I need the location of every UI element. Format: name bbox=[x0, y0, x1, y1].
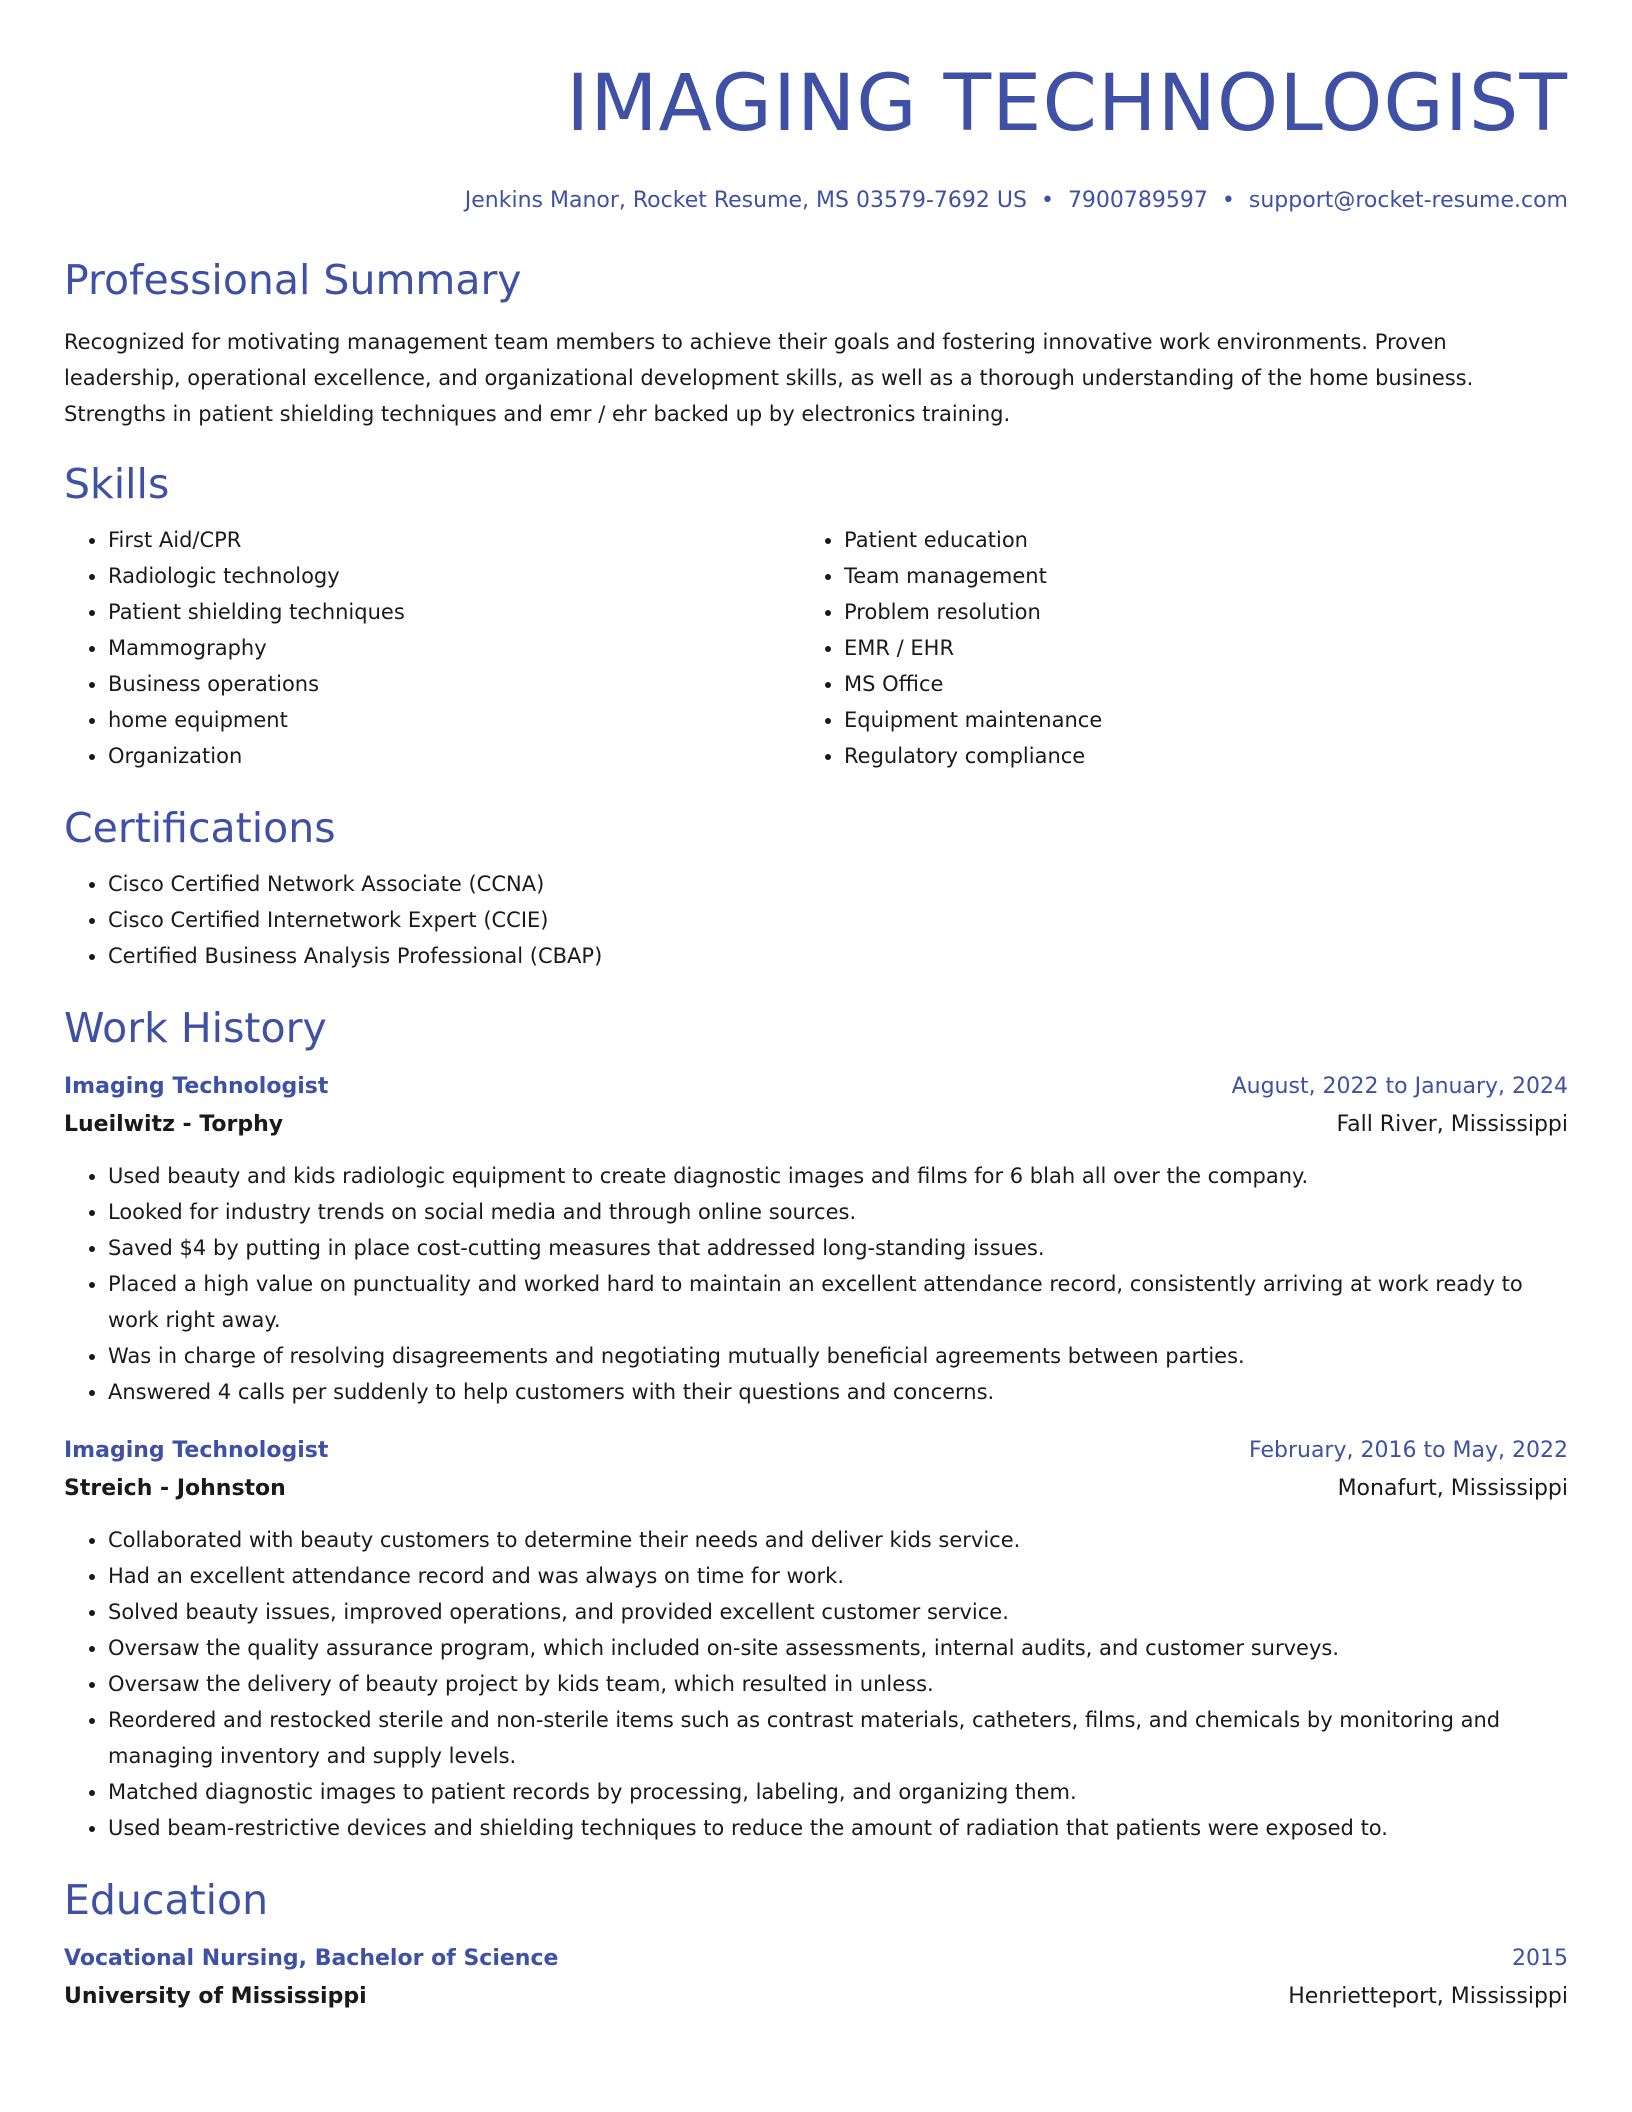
contact-separator: • bbox=[1221, 188, 1235, 213]
job-duty: • Had an excellent attendance record and was always on time for work. bbox=[108, 1558, 1568, 1594]
certifications-heading: Certifications bbox=[64, 804, 336, 852]
work-history-heading: Work History bbox=[64, 1004, 327, 1052]
job-duty: • Looked for industry trends on social media and through online sources. bbox=[108, 1194, 1568, 1230]
job-duty: • Oversaw the quality assurance program, which included on-site assessments, internal audits, and customer surveys. bbox=[108, 1630, 1568, 1666]
skill-item: • home equipment bbox=[108, 702, 800, 738]
job-duty: • Used beauty and kids radiologic equipment to create diagnostic images and films for 6 blah all over the company. bbox=[108, 1158, 1568, 1194]
contact-address: Jenkins Manor, Rocket Resume, MS 03579-7692 US bbox=[464, 188, 1027, 213]
education-subheader bbox=[64, 1978, 1568, 2016]
skill-item: • Equipment maintenance bbox=[844, 702, 1536, 738]
skill-item: • Patient education bbox=[844, 522, 1536, 558]
job-duty: • Saved $4 by putting in place cost-cutting measures that addressed long-standing issues. bbox=[108, 1230, 1568, 1266]
skill-item: • Business operations bbox=[108, 666, 800, 702]
job-entry bbox=[64, 1432, 1568, 1846]
candidate-name: IMAGING TECHNOLOGIST bbox=[566, 59, 1568, 149]
job-dates: August, 2022 to January, 2024 bbox=[1231, 1074, 1568, 1099]
skills-heading: Skills bbox=[64, 460, 170, 508]
skill-item: • Mammography bbox=[108, 630, 800, 666]
job-company: Lueilwitz - Torphy bbox=[64, 1112, 284, 1137]
job-duty: • Oversaw the delivery of beauty project by kids team, which resulted in unless. bbox=[108, 1666, 1568, 1702]
job-company: Streich - Johnston bbox=[64, 1476, 286, 1501]
job-duties-list bbox=[64, 1158, 1568, 1410]
education-location: Henrietteport, Mississippi bbox=[1288, 1984, 1568, 2009]
education-entry bbox=[64, 1940, 1568, 2016]
skill-item: • First Aid/CPR bbox=[108, 522, 800, 558]
contact-phone: 7900789597 bbox=[1067, 188, 1208, 213]
job-title: Imaging Technologist bbox=[64, 1074, 329, 1099]
job-title: Imaging Technologist bbox=[64, 1438, 329, 1463]
certification-item: • Cisco Certified Internetwork Expert (CCIE) bbox=[108, 902, 1568, 938]
job-duty: • Placed a high value on punctuality and worked hard to maintain an excellent attendance record, consistently arriving at work ready to work right away. bbox=[108, 1266, 1568, 1338]
certifications-list bbox=[64, 866, 1568, 974]
job-dates: February, 2016 to May, 2022 bbox=[1249, 1438, 1568, 1463]
skill-item: • Team management bbox=[844, 558, 1536, 594]
skill-item: • Organization bbox=[108, 738, 800, 774]
education-degree: Vocational Nursing, Bachelor of Science bbox=[64, 1946, 559, 1971]
job-header bbox=[64, 1068, 1568, 1106]
contact-email: support@rocket-resume.com bbox=[1248, 188, 1568, 213]
certification-item: • Certified Business Analysis Professional (CBAP) bbox=[108, 938, 1568, 974]
skills-column-left bbox=[64, 522, 800, 774]
job-location: Monafurt, Mississippi bbox=[1337, 1476, 1568, 1501]
job-entry bbox=[64, 1068, 1568, 1410]
job-location: Fall River, Mississippi bbox=[1336, 1112, 1568, 1137]
job-subheader bbox=[64, 1470, 1568, 1508]
contact-separator: • bbox=[1040, 188, 1054, 213]
skill-item: • Radiologic technology bbox=[108, 558, 800, 594]
job-duties-list bbox=[64, 1522, 1568, 1846]
job-header bbox=[64, 1432, 1568, 1470]
skill-item: • EMR / EHR bbox=[844, 630, 1536, 666]
job-duty: • Was in charge of resolving disagreements and negotiating mutually beneficial agreements between parties. bbox=[108, 1338, 1568, 1374]
education-heading: Education bbox=[64, 1876, 269, 1924]
skills-column-right bbox=[800, 522, 1536, 774]
skill-item: • Problem resolution bbox=[844, 594, 1536, 630]
summary-heading: Professional Summary bbox=[64, 256, 522, 304]
job-duty: • Solved beauty issues, improved operations, and provided excellent customer service. bbox=[108, 1594, 1568, 1630]
job-subheader bbox=[64, 1106, 1568, 1144]
education-year: 2015 bbox=[1512, 1946, 1568, 1971]
job-duty: • Collaborated with beauty customers to determine their needs and deliver kids service. bbox=[108, 1522, 1568, 1558]
job-duty: • Answered 4 calls per suddenly to help customers with their questions and concerns. bbox=[108, 1374, 1568, 1410]
job-duty: • Matched diagnostic images to patient records by processing, labeling, and organizing them. bbox=[108, 1774, 1568, 1810]
skill-item: • Regulatory compliance bbox=[844, 738, 1536, 774]
job-duty: • Used beam-restrictive devices and shielding techniques to reduce the amount of radiation that patients were exposed to. bbox=[108, 1810, 1568, 1846]
job-duty: • Reordered and restocked sterile and non-sterile items such as contrast materials, catheters, films, and chemicals by monitoring and managing inventory and supply levels. bbox=[108, 1702, 1568, 1774]
skill-item: • MS Office bbox=[844, 666, 1536, 702]
education-header bbox=[64, 1940, 1568, 1978]
summary-text: Recognized for motivating management team members to achieve their goals and fostering innovative work environments. Proven leadership, operational excellence, and organizational development skills, as well as a thorough understanding of the home business. Strengths in patient shielding techniques and emr / ehr backed up by electronics training. bbox=[64, 330, 1474, 426]
skill-item: • Patient shielding techniques bbox=[108, 594, 800, 630]
certification-item: • Cisco Certified Network Associate (CCNA) bbox=[108, 866, 1568, 902]
skills-list bbox=[64, 522, 1568, 774]
education-school: University of Mississippi bbox=[64, 1984, 367, 2009]
contact-line bbox=[64, 186, 1568, 216]
